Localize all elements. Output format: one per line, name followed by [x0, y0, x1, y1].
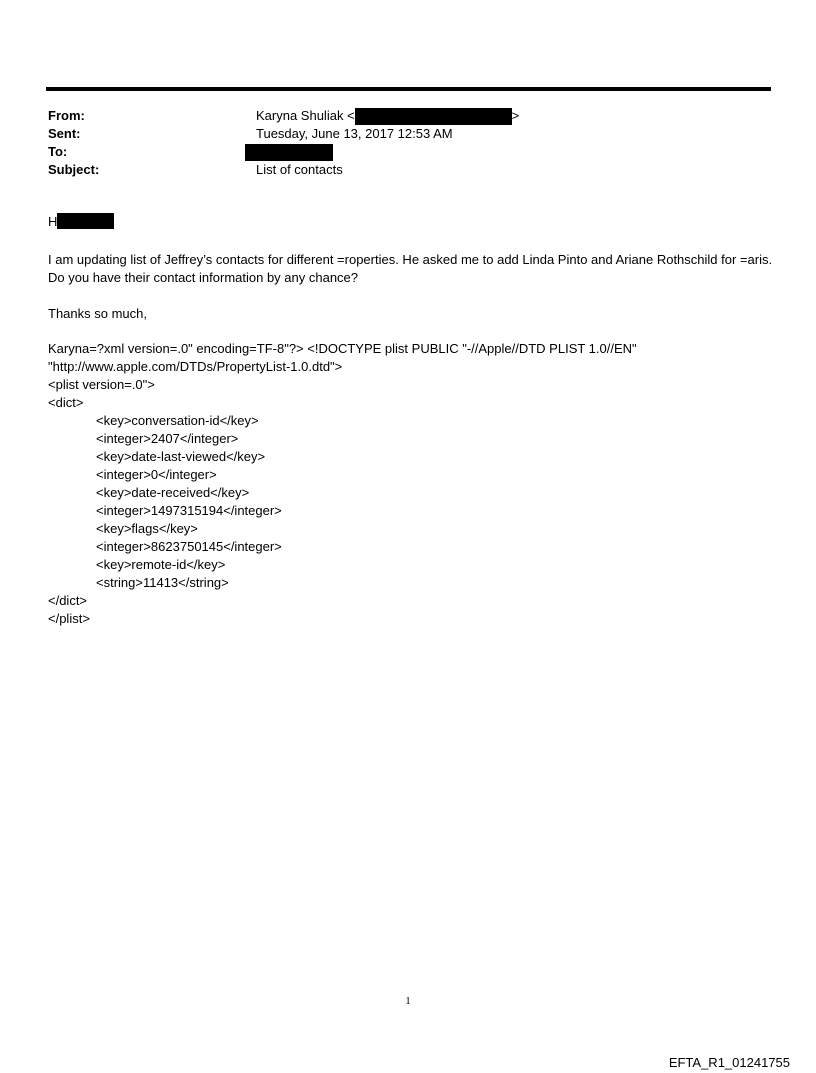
plist-entry: <integer>2407</integer> [96, 431, 239, 446]
redaction-box [57, 213, 114, 229]
greeting [48, 213, 773, 231]
subject-label: Subject: [48, 162, 100, 177]
from-label: From: [48, 108, 85, 123]
plist-entry: <integer>0</integer> [96, 467, 217, 482]
plist-line: <plist version=.0"> [48, 377, 155, 392]
plist-line: </dict> [48, 593, 88, 608]
sent-value: Tuesday, June 13, 2017 12:53 AM [256, 126, 453, 141]
plist-line: "http://www.apple.com/DTDs/PropertyList-1.0.dtd"> [48, 359, 343, 374]
plist-block [48, 340, 637, 628]
closing-line: Thanks so much, [48, 306, 147, 321]
plist-entry: <string>11413</string> [96, 575, 229, 590]
to-value [245, 143, 333, 161]
sent-label: Sent: [48, 126, 81, 141]
redaction-box [355, 108, 512, 125]
plist-line: Karyna=?xml version=.0" encoding=TF-8"?> <!DOCTYPE plist PUBLIC "-//Apple//DTD PLIST 1.0//EN" [48, 341, 637, 356]
plist-entry: <key>date-last-viewed</key> [96, 449, 266, 464]
plist-entry: <key>flags</key> [96, 521, 198, 536]
plist-entry: <key>remote-id</key> [96, 557, 226, 572]
page-number: 1 [405, 995, 411, 1007]
redaction-box [245, 144, 333, 161]
message-paragraph: I am updating list of Jeffrey’s contacts for different =roperties. He asked me to add Linda Pinto and Ariane Rothschild for =aris. Do you have their contact information by any chance? [48, 252, 776, 285]
plist-entry: <integer>8623750145</integer> [96, 539, 282, 554]
header-rule [46, 87, 771, 91]
plist-line: </plist> [48, 611, 90, 626]
greeting-prefix: H [48, 214, 58, 229]
from-value [256, 107, 519, 125]
plist-entry: <key>conversation-id</key> [96, 413, 259, 428]
plist-entry: <integer>1497315194</integer> [96, 503, 282, 518]
from-name: Karyna Shuliak < [256, 108, 355, 123]
plist-entry: <key>date-received</key> [96, 485, 250, 500]
from-close-bracket: > [511, 108, 520, 123]
to-label: To: [48, 144, 68, 159]
document-id: EFTA_R1_01241755 [668, 1055, 790, 1070]
plist-line: <dict> [48, 395, 84, 410]
subject-value: List of contacts [256, 162, 343, 177]
